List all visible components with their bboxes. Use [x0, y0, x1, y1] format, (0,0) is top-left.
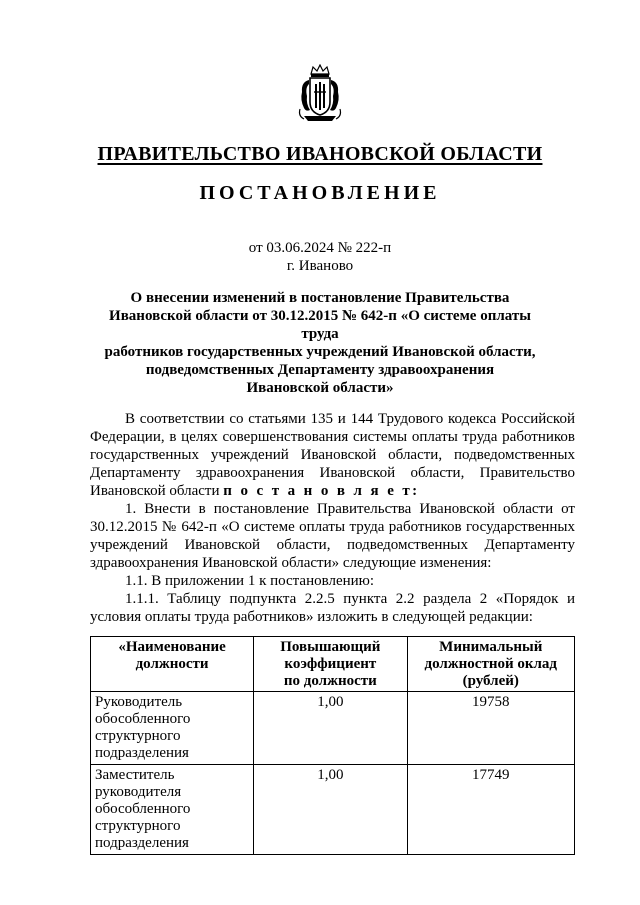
salary-cell: 19758 — [407, 692, 574, 765]
table-header-row — [91, 637, 575, 692]
title-line: О внесении изменений в постановление Правительства — [130, 290, 510, 306]
document-date-number: от 03.06.2024 № 222-п — [248, 240, 392, 256]
coat-of-arms-icon — [296, 64, 344, 124]
document-title — [90, 289, 550, 397]
item-1: 1. Внести в постановление Правительства Ивановской области от 30.12.2015 № 642-п «О системе оплаты труда работников государственных учреждений Ивановской области, подведомственных Департаменту здравоохранения Ивановской области» следующие изменения: — [90, 501, 575, 571]
document-type: ПОСТАНОВЛЕНИЕ — [199, 182, 441, 204]
table-row — [91, 692, 575, 765]
salary-table — [90, 636, 575, 855]
title-line: работников государственных учреждений Ивановской области, — [104, 344, 536, 360]
title-line: Ивановской области» — [246, 380, 394, 396]
decree-word: п о с т а н о в л я е т: — [223, 483, 420, 499]
column-header-coefficient: Повышающий коэффициент по должности — [254, 637, 407, 692]
coefficient-cell: 1,00 — [254, 765, 407, 855]
column-header-salary: Минимальный должностной оклад (рублей) — [407, 637, 574, 692]
item-1-1: 1.1. В приложении 1 к постановлению: — [125, 573, 375, 589]
preamble-text: В соответствии со статьями 135 и 144 Трудового кодекса Российской Федерации, в целях совершенствования системы оплаты труда работников государственных учреждений Ивановской области, подведомственных Департаменту здравоохранения Ивановской области, Правительство Ивановской области — [90, 411, 575, 499]
document-body — [90, 410, 575, 626]
position-cell: Заместитель руководителя обособленного структурного подразделения — [91, 765, 254, 855]
document-city: г. Иваново — [286, 258, 354, 274]
position-cell: Руководитель обособленного структурного подразделения — [91, 692, 254, 765]
title-line: подведомственных Департаменту здравоохранения — [145, 362, 495, 378]
column-header-position: «Наименование должности — [91, 637, 254, 692]
coefficient-cell: 1,00 — [254, 692, 407, 765]
title-line: Ивановской области от 30.12.2015 № 642-п «О системе оплаты труда — [109, 308, 531, 342]
preamble-paragraph — [90, 410, 575, 500]
table-row — [91, 765, 575, 855]
item-1-1-1: 1.1.1. Таблицу подпункта 2.2.5 пункта 2.2 раздела 2 «Порядок и условия оплаты труда работников» изложить в следующей редакции: — [90, 591, 575, 625]
organization-name: ПРАВИТЕЛЬСТВО ИВАНОВСКОЙ ОБЛАСТИ — [97, 143, 543, 165]
salary-cell: 17749 — [407, 765, 574, 855]
